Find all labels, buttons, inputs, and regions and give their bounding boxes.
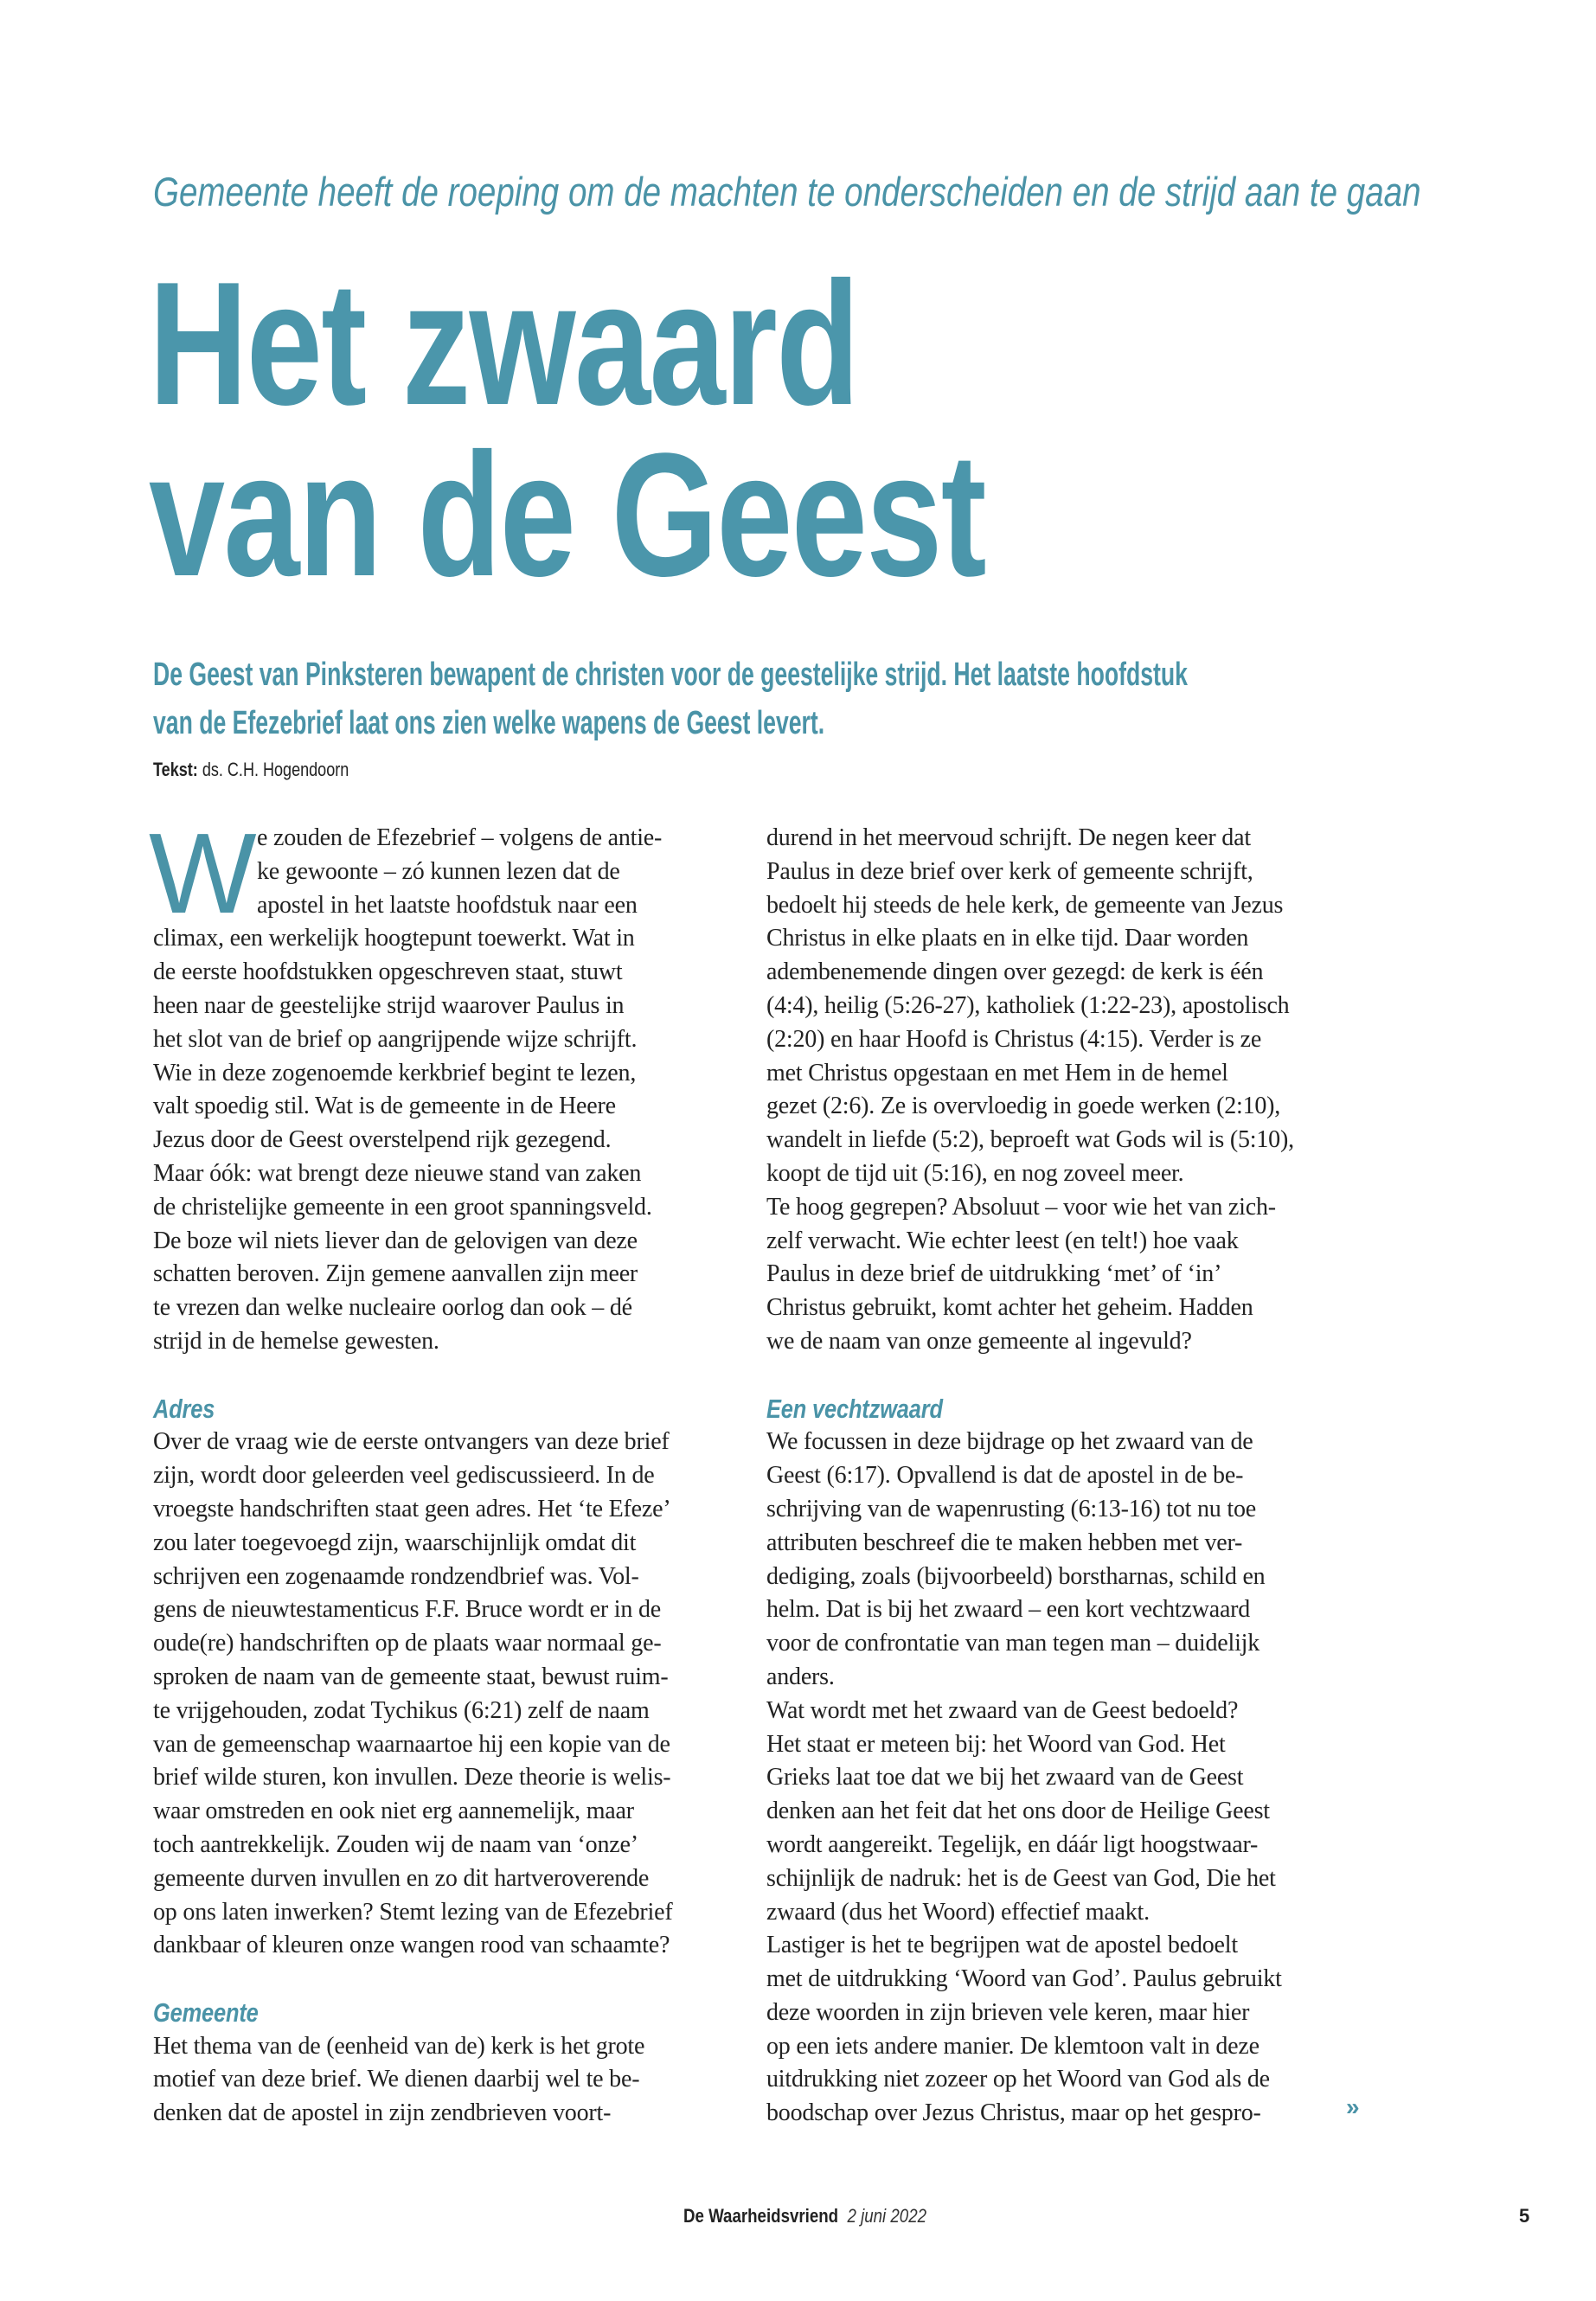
body-text-line: gemeente durven invullen en zo dit hartveroverende: [153, 1864, 650, 1892]
body-text-line: (4:4), heilig (5:26-27), katholiek (1:22-23), apostolisch: [766, 991, 1290, 1019]
body-text-line: bedoelt hij steeds de hele kerk, de gemeente van Jezus: [766, 891, 1284, 919]
section-heading-text: Een vechtzwaard: [766, 1393, 943, 1424]
body-text-line: oude(re) handschriften op de plaats waar normaal ge-: [153, 1630, 662, 1657]
body-text-line: Geest (6:17). Opvallend is dat de apostel in de be-: [766, 1462, 1244, 1490]
lead-line: De Geest van Pinksteren bewapent de christen voor de geestelijke strijd. Het laatste hoofdstuk: [153, 657, 1188, 693]
body-text-line: dankbaar of kleuren onze wangen rood van schaamte?: [153, 1932, 670, 1959]
body-text-line: Paulus in deze brief de uitdrukking ‘met’ of ‘in’: [766, 1260, 1222, 1288]
body-text-line: apostel in het laatste hoofdstuk naar een: [257, 891, 638, 919]
body-column-1: [153, 822, 724, 2131]
body-text-line: schrijven een zogenaamde rondzendbrief was. Vol-: [153, 1562, 639, 1590]
body-text-line: met Christus opgestaan en met Hem in de hemel: [766, 1059, 1228, 1086]
body-text-line: koopt de tijd uit (5:16), en nog zoveel meer.: [766, 1159, 1184, 1187]
body-text-line: ke gewoonte – zó kunnen lezen dat de: [257, 857, 620, 885]
body-text-line: Wie in deze zogenoemde kerkbrief begint te lezen,: [153, 1059, 637, 1086]
body-text-line: durend in het meervoud schrijft. De negen keer dat: [766, 824, 1251, 851]
body-text-line: we de naam van onze gemeente al ingevuld?: [766, 1327, 1192, 1355]
title-text: Het zwaard: [149, 246, 859, 442]
body-text-line: Christus gebruikt, komt achter het geheim. Hadden: [766, 1294, 1253, 1322]
body-text-line: Het thema van de (eenheid van de) kerk is het grote: [153, 2032, 645, 2060]
title-text: van de Geest: [149, 417, 985, 613]
body-text-line: valt spoedig stil. Wat is de gemeente in de Heere: [153, 1093, 616, 1120]
body-text-line: te vrijgehouden, zodat Tychikus (6:21) zelf de naam: [153, 1696, 650, 1724]
body-text-line: Het staat er meteen bij: het Woord van God. Het: [766, 1730, 1226, 1758]
body-text-line: We focussen in deze bijdrage op het zwaard van de: [766, 1428, 1253, 1456]
page-number: 5: [1519, 2205, 1530, 2227]
body-text-line: wordt aangereikt. Tegelijk, en dáár ligt hoogstwaar-: [766, 1830, 1259, 1858]
section-heading: [153, 1393, 724, 1426]
page-title-line-2: [149, 417, 1221, 613]
body-text-line: (2:20) en haar Hoofd is Christus (4:15). Verder is ze: [766, 1025, 1262, 1053]
body-text-line: Te hoog gegrepen? Absoluut – voor wie het van zich-: [766, 1193, 1276, 1221]
body-text-line: anders.: [766, 1663, 835, 1690]
body-text-line: schrijving van de wapenrusting (6:13-16) tot nu toe: [766, 1495, 1257, 1522]
body-text-line: uitdrukking niet zozeer op het Woord van God als de: [766, 2066, 1270, 2093]
body-text-line: vroegste handschriften staat geen adres. Het ‘te Efeze’: [153, 1495, 671, 1522]
paragraph-spacer: [153, 1963, 724, 1997]
continue-marker: »: [1346, 2093, 1360, 2120]
body-text-line: denken dat de apostel in zijn zendbrieven voort-: [153, 2099, 612, 2127]
body-text-line: boodschap over Jezus Christus, maar op het gespro-: [766, 2099, 1261, 2127]
body-text-line: dediging, zoals (bijvoorbeeld) borstharnas, schild en: [766, 1562, 1266, 1590]
footer: [683, 2207, 970, 2226]
footer-date: 2 juni 2022: [847, 2205, 927, 2227]
body-text-line: Grieks laat toe dat we bij het zwaard van de Geest: [766, 1764, 1244, 1791]
byline-author: ds. C.H. Hogendoorn: [202, 759, 349, 780]
page-title-line-1: [149, 246, 1059, 442]
body-text-line: van de gemeenschap waarnaartoe hij een kopie van de: [153, 1730, 670, 1758]
byline-label: Tekst:: [153, 759, 198, 780]
body-text-line: het slot van de brief op aangrijpende wijze schrijft.: [153, 1025, 638, 1053]
section-heading-text: Adres: [153, 1393, 215, 1424]
paragraph-spacer: [153, 1359, 724, 1393]
body-text-line: Over de vraag wie de eerste ontvangers van deze brief: [153, 1428, 670, 1456]
body-text-line: schijnlijk de nadruk: het is de Geest van God, Die het: [766, 1864, 1276, 1892]
kicker: [153, 169, 1596, 215]
body-text-line: zwaard (dus het Woord) effectief maakt.: [766, 1898, 1150, 1926]
body-text-line: voor de confrontatie van man tegen man – duidelijk: [766, 1630, 1260, 1657]
body-text-line: brief wilde sturen, kon invullen. Deze theorie is welis-: [153, 1764, 671, 1791]
body-text-line: Paulus in deze brief over kerk of gemeente schrijft,: [766, 857, 1253, 885]
body-text-line: e zouden de Efezebrief – volgens de antie-: [257, 824, 663, 851]
body-text-line: deze woorden in zijn brieven vele keren, maar hier: [766, 1998, 1250, 2026]
paragraph-spacer: [766, 1359, 1337, 1393]
body-text-line: wandelt in liefde (5:2), beproeft wat Gods wil is (5:10),: [766, 1126, 1294, 1154]
body-text-line: de eerste hoofdstukken opgeschreven staat, stuwt: [153, 958, 623, 986]
body-text-line: met de uitdrukking ‘Woord van God’. Paulus gebruikt: [766, 1965, 1282, 1993]
body-text-line: zijn, wordt door geleerden veel gediscussieerd. In de: [153, 1462, 655, 1490]
body-text-line: te vrezen dan welke nucleaire oorlog dan ook – dé: [153, 1294, 632, 1322]
body-text-line: helm. Dat is bij het zwaard – een kort vechtzwaard: [766, 1596, 1251, 1624]
byline: [153, 760, 392, 779]
body-text-line: zelf verwacht. Wie echter leest (en telt!) hoe vaak: [766, 1227, 1239, 1254]
body-text-line: climax, een werkelijk hoogtepunt toewerkt. Wat in: [153, 925, 635, 952]
lead-line: van de Efezebrief laat ons zien welke wapens de Geest levert.: [153, 705, 825, 741]
body-text-line: Christus in elke plaats en in elke tijd. Daar worden: [766, 925, 1249, 952]
section-heading-text: Gemeente: [153, 1997, 259, 2028]
body-text-line: De boze wil niets liever dan de gelovigen van deze: [153, 1227, 638, 1254]
body-text-line: gens de nieuwtestamenticus F.F. Bruce wordt er in de: [153, 1596, 661, 1624]
body-text-line: denken aan het feit dat het ons door de Heilige Geest: [766, 1798, 1270, 1825]
body-text-line: schatten beroven. Zijn gemene aanvallen zijn meer: [153, 1260, 638, 1288]
body-text-line: Jezus door de Geest overstelpend rijk gezegend.: [153, 1126, 612, 1154]
body-text-line: toch aantrekkelijk. Zouden wij de naam van ‘onze’: [153, 1830, 638, 1858]
body-text-line: op een iets andere manier. De klemtoon valt in deze: [766, 2032, 1259, 2060]
lead-paragraph: [153, 651, 1596, 747]
body-text-line: strijd in de hemelse gewesten.: [153, 1327, 439, 1355]
body-text-line: sproken de naam van de gemeente staat, bewust ruim-: [153, 1663, 669, 1690]
body-column-2: [766, 822, 1337, 2131]
body-text-line: Wat wordt met het zwaard van de Geest bedoeld?: [766, 1696, 1239, 1724]
body-text-line: op ons laten inwerken? Stemt lezing van de Efezebrief: [153, 1898, 673, 1926]
body-text-line: gezet (2:6). Ze is overvloedig in goede werken (2:10),: [766, 1093, 1281, 1120]
body-text-line: Lastiger is het te begrijpen wat de apostel bedoelt: [766, 1932, 1238, 1959]
footer-publication: De Waarheidsvriend: [683, 2205, 839, 2227]
body-text-line: attributen beschreef die te maken hebben met ver-: [766, 1529, 1243, 1556]
kicker-text: Gemeente heeft de roeping om de machten te onderscheiden en de strijd aan te gaan: [153, 169, 1421, 215]
section-heading: [153, 1997, 724, 2030]
body-text-line: adembenemende dingen over gezegd: de kerk is één: [766, 958, 1264, 986]
body-text-line: heen naar de geestelijke strijd waarover Paulus in: [153, 991, 625, 1019]
drop-cap: W: [149, 810, 257, 937]
body-text-line: de christelijke gemeente in een groot spanningsveld.: [153, 1193, 652, 1221]
section-heading: [766, 1393, 1337, 1426]
body-text-line: waar omstreden en ook niet erg aannemelijk, maar: [153, 1798, 634, 1825]
body-text-line: zou later toegevoegd zijn, waarschijnlijk omdat dit: [153, 1529, 637, 1556]
body-text-line: Maar óók: wat brengt deze nieuwe stand van zaken: [153, 1159, 642, 1187]
body-text-line: motief van deze brief. We dienen daarbij wel te be-: [153, 2066, 640, 2093]
